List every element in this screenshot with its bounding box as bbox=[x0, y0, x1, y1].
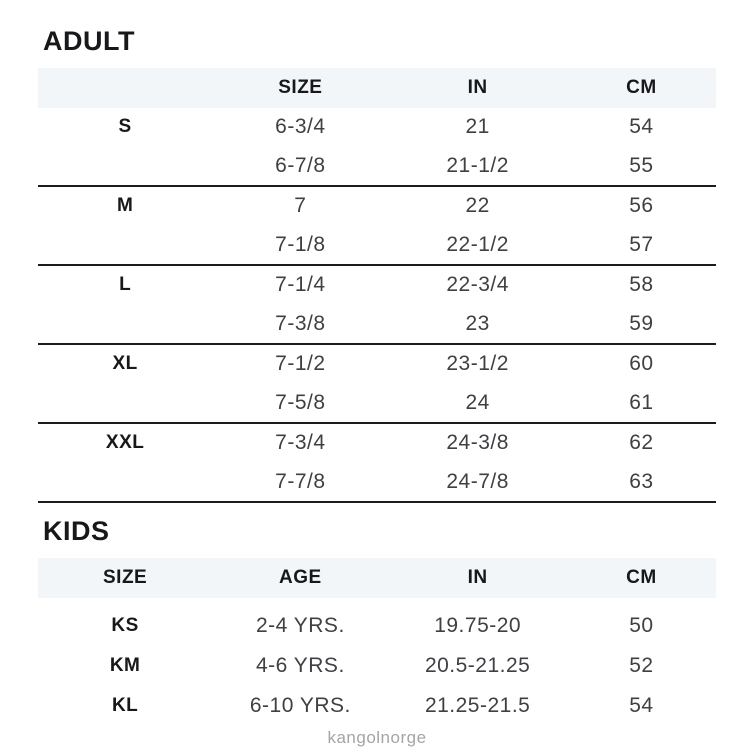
in-value: 24-3/8 bbox=[446, 431, 509, 455]
in-value: 22-1/2 bbox=[446, 232, 509, 256]
size-value: 7-3/4 bbox=[275, 431, 326, 455]
adult-size-group-m bbox=[38, 187, 716, 266]
size-label: KL bbox=[111, 695, 139, 716]
size-label: KM bbox=[109, 655, 141, 676]
in-value: 24-7/8 bbox=[446, 469, 509, 493]
table-row bbox=[38, 463, 716, 502]
size-value: 6-3/4 bbox=[275, 115, 326, 139]
table-row bbox=[38, 187, 716, 226]
adult-size-group-s bbox=[38, 108, 716, 187]
cm-value: 55 bbox=[629, 153, 654, 177]
size-value: 7-1/2 bbox=[275, 352, 326, 376]
cm-value: 57 bbox=[629, 232, 654, 256]
cm-value: 58 bbox=[629, 273, 654, 297]
adult-col-header-in: IN bbox=[467, 77, 488, 98]
kids-col-header-cm: CM bbox=[626, 567, 657, 588]
size-label: KS bbox=[111, 615, 139, 636]
cm-value: 62 bbox=[629, 431, 654, 455]
age-value: 6-10 YRS. bbox=[249, 694, 351, 717]
size-label: M bbox=[116, 195, 134, 217]
adult-section bbox=[38, 28, 716, 503]
in-value: 21-1/2 bbox=[446, 153, 509, 177]
adult-size-group-xl bbox=[38, 345, 716, 424]
table-row bbox=[38, 646, 716, 686]
in-value: 22 bbox=[465, 194, 490, 218]
table-row bbox=[38, 147, 716, 186]
kids-table-header-row bbox=[38, 558, 716, 598]
table-row bbox=[38, 345, 716, 384]
in-value: 19.75-20 bbox=[434, 614, 522, 637]
size-value: 7-5/8 bbox=[275, 390, 326, 414]
size-label: L bbox=[119, 274, 132, 296]
in-value: 24 bbox=[465, 390, 490, 414]
adult-col-header-cm: CM bbox=[626, 77, 657, 98]
size-value: 7-3/8 bbox=[275, 311, 326, 335]
table-row bbox=[38, 226, 716, 265]
size-value: 7-1/4 bbox=[275, 273, 326, 297]
size-label: S bbox=[118, 116, 132, 138]
kids-table-body bbox=[38, 606, 716, 726]
table-row bbox=[38, 266, 716, 305]
size-value: 6-7/8 bbox=[275, 153, 326, 177]
table-row bbox=[38, 686, 716, 726]
in-value: 23 bbox=[465, 311, 490, 335]
cm-value: 61 bbox=[629, 390, 654, 414]
cm-value: 54 bbox=[629, 694, 654, 717]
cm-value: 60 bbox=[629, 352, 654, 376]
kids-section-title: KIDS bbox=[43, 516, 110, 546]
cm-value: 59 bbox=[629, 311, 654, 335]
adult-section-title: ADULT bbox=[43, 26, 135, 56]
in-value: 22-3/4 bbox=[446, 273, 509, 297]
kids-size-table bbox=[38, 558, 716, 726]
adult-col-header-size: SIZE bbox=[278, 77, 323, 98]
table-row bbox=[38, 424, 716, 463]
cm-value: 52 bbox=[629, 654, 654, 677]
cm-value: 63 bbox=[629, 469, 654, 493]
age-value: 4-6 YRS. bbox=[255, 654, 345, 677]
size-value: 7-1/8 bbox=[275, 232, 326, 256]
kids-col-header-in: IN bbox=[467, 567, 488, 588]
cm-value: 56 bbox=[629, 194, 654, 218]
watermark-text: kangolnorge bbox=[327, 728, 427, 747]
in-value: 21.25-21.5 bbox=[424, 694, 531, 717]
table-row bbox=[38, 108, 716, 147]
kids-col-header-age: AGE bbox=[279, 567, 322, 588]
adult-table-header-row bbox=[38, 68, 716, 108]
kids-section bbox=[38, 518, 716, 726]
table-row bbox=[38, 606, 716, 646]
size-value: 7 bbox=[294, 194, 307, 218]
table-row bbox=[38, 305, 716, 344]
age-value: 2-4 YRS. bbox=[255, 614, 345, 637]
adult-size-group-l bbox=[38, 266, 716, 345]
in-value: 21 bbox=[465, 115, 490, 139]
table-row bbox=[38, 384, 716, 423]
cm-value: 54 bbox=[629, 115, 654, 139]
size-value: 7-7/8 bbox=[275, 469, 326, 493]
kids-col-header-size: SIZE bbox=[103, 567, 148, 588]
size-label: XXL bbox=[105, 432, 145, 454]
in-value: 23-1/2 bbox=[446, 352, 509, 376]
in-value: 20.5-21.25 bbox=[424, 654, 531, 677]
size-label: XL bbox=[112, 353, 138, 375]
adult-size-table bbox=[38, 68, 716, 503]
adult-size-group-xxl bbox=[38, 424, 716, 503]
cm-value: 50 bbox=[629, 614, 654, 637]
